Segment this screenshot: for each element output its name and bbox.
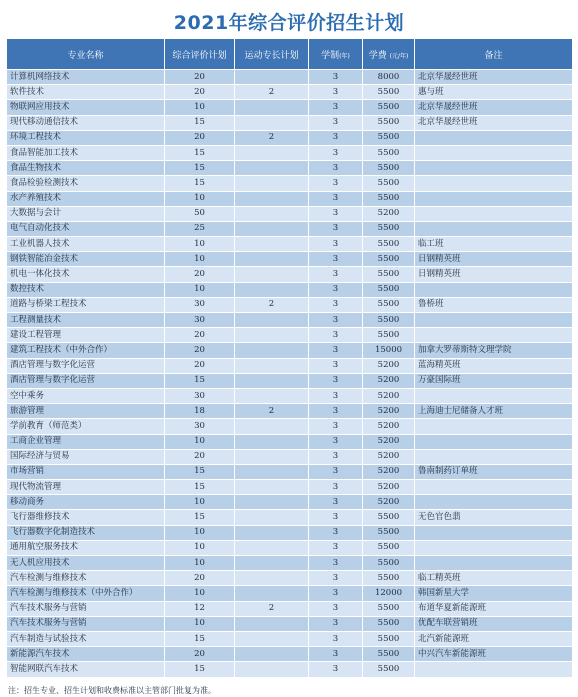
cell-note: [415, 313, 573, 328]
cell-plan: 20: [165, 70, 235, 85]
cell-note: [415, 161, 573, 176]
table-row: [7, 631, 573, 646]
cell-major: 建筑工程技术（中外合作）: [7, 343, 165, 358]
cell-years: 3: [309, 161, 363, 176]
cell-plan: 15: [165, 161, 235, 176]
table-row: [7, 404, 573, 419]
cell-fee: 5200: [363, 449, 415, 464]
cell-note: [415, 206, 573, 221]
table-row: [7, 601, 573, 616]
cell-plan: 15: [165, 464, 235, 479]
table-row: [7, 70, 573, 85]
cell-fee: 5200: [363, 495, 415, 510]
cell-major: 空中乘务: [7, 388, 165, 403]
cell-sports: [235, 495, 309, 510]
cell-major: 无人机应用技术: [7, 556, 165, 571]
cell-note: [415, 449, 573, 464]
cell-note: [415, 191, 573, 206]
cell-major: 大数据与会计: [7, 206, 165, 221]
table-row: [7, 161, 573, 176]
table-row: [7, 191, 573, 206]
cell-note: [415, 434, 573, 449]
cell-sports: 2: [235, 297, 309, 312]
cell-sports: [235, 647, 309, 662]
table-row: [7, 373, 573, 388]
cell-years: 3: [309, 85, 363, 100]
cell-fee: 5500: [363, 100, 415, 115]
cell-major: 新能源汽车技术: [7, 647, 165, 662]
cell-note: [415, 540, 573, 555]
cell-years: 3: [309, 206, 363, 221]
cell-plan: 15: [165, 176, 235, 191]
cell-major: 飞行器维修技术: [7, 510, 165, 525]
table-row: [7, 419, 573, 434]
table-row: [7, 510, 573, 525]
cell-plan: 10: [165, 525, 235, 540]
header-major: 专业名称: [7, 39, 165, 70]
cell-fee: 5200: [363, 434, 415, 449]
cell-sports: [235, 70, 309, 85]
cell-fee: 5500: [363, 221, 415, 236]
table-row: [7, 115, 573, 130]
cell-sports: [235, 343, 309, 358]
table-row: [7, 556, 573, 571]
cell-fee: 5500: [363, 510, 415, 525]
cell-plan: 18: [165, 404, 235, 419]
cell-note: [415, 145, 573, 160]
cell-sports: 2: [235, 404, 309, 419]
cell-major: 学前教育（师范类）: [7, 419, 165, 434]
table-row: [7, 206, 573, 221]
table-header-row: [7, 39, 573, 70]
cell-years: 3: [309, 130, 363, 145]
cell-sports: [235, 480, 309, 495]
cell-note: [415, 525, 573, 540]
cell-major: 现代移动通信技术: [7, 115, 165, 130]
cell-plan: 30: [165, 419, 235, 434]
cell-years: 3: [309, 343, 363, 358]
cell-major: 钢铁智能冶金技术: [7, 252, 165, 267]
cell-major: 建设工程管理: [7, 328, 165, 343]
cell-plan: 20: [165, 647, 235, 662]
cell-years: 3: [309, 145, 363, 160]
cell-fee: 5200: [363, 464, 415, 479]
enrollment-plan-table: [6, 38, 573, 678]
cell-fee: 5500: [363, 556, 415, 571]
cell-fee: 5500: [363, 191, 415, 206]
cell-sports: [235, 419, 309, 434]
cell-fee: 5500: [363, 161, 415, 176]
cell-major: 道路与桥梁工程技术: [7, 297, 165, 312]
cell-major: 食品生物技术: [7, 161, 165, 176]
cell-plan: 20: [165, 358, 235, 373]
cell-plan: 10: [165, 237, 235, 252]
cell-fee: 5500: [363, 282, 415, 297]
cell-plan: 20: [165, 130, 235, 145]
cell-major: 汽车检测与维修技术（中外合作）: [7, 586, 165, 601]
cell-fee: 5500: [363, 145, 415, 160]
cell-plan: 10: [165, 556, 235, 571]
cell-major: 现代物流管理: [7, 480, 165, 495]
cell-note: 韩国新星大学: [415, 586, 573, 601]
cell-plan: 30: [165, 313, 235, 328]
cell-note: [415, 480, 573, 495]
cell-sports: [235, 464, 309, 479]
cell-sports: 2: [235, 130, 309, 145]
table-row: [7, 480, 573, 495]
cell-years: 3: [309, 388, 363, 403]
cell-plan: 15: [165, 373, 235, 388]
cell-major: 汽车检测与维修技术: [7, 571, 165, 586]
cell-sports: [235, 161, 309, 176]
table-row: [7, 221, 573, 236]
cell-years: 3: [309, 556, 363, 571]
cell-major: 汽车制造与试验技术: [7, 631, 165, 646]
table-row: [7, 540, 573, 555]
header-sports: 运动专长计划: [235, 39, 309, 70]
cell-sports: [235, 145, 309, 160]
cell-sports: [235, 540, 309, 555]
cell-plan: 10: [165, 616, 235, 631]
cell-years: 3: [309, 176, 363, 191]
cell-plan: 10: [165, 586, 235, 601]
cell-plan: 30: [165, 297, 235, 312]
cell-note: 日钢精英班: [415, 267, 573, 282]
cell-sports: [235, 328, 309, 343]
cell-fee: 5200: [363, 388, 415, 403]
cell-note: 惠与班: [415, 85, 573, 100]
cell-years: 3: [309, 601, 363, 616]
cell-sports: [235, 100, 309, 115]
footnote: 注：招生专业、招生计划和收费标准以主管部门批复为准。: [8, 686, 216, 695]
cell-years: 3: [309, 616, 363, 631]
table-row: [7, 100, 573, 115]
cell-years: 3: [309, 191, 363, 206]
cell-years: 3: [309, 267, 363, 282]
cell-note: 北汽新能源班: [415, 631, 573, 646]
cell-plan: 15: [165, 480, 235, 495]
cell-fee: 5500: [363, 176, 415, 191]
cell-fee: 5500: [363, 571, 415, 586]
cell-sports: [235, 206, 309, 221]
cell-note: [415, 176, 573, 191]
cell-major: 工业机器人技术: [7, 237, 165, 252]
cell-years: 3: [309, 373, 363, 388]
cell-major: 智能网联汽车技术: [7, 662, 165, 677]
cell-years: 3: [309, 631, 363, 646]
cell-fee: 5500: [363, 647, 415, 662]
cell-fee: 12000: [363, 586, 415, 601]
table-row: [7, 571, 573, 586]
table-row: [7, 358, 573, 373]
cell-fee: 5500: [363, 631, 415, 646]
cell-years: 3: [309, 328, 363, 343]
cell-fee: 5500: [363, 130, 415, 145]
cell-fee: 5500: [363, 115, 415, 130]
cell-plan: 10: [165, 282, 235, 297]
cell-note: 蓝海精英班: [415, 358, 573, 373]
cell-years: 3: [309, 495, 363, 510]
cell-note: 上海迪士尼储备人才班: [415, 404, 573, 419]
cell-sports: [235, 388, 309, 403]
cell-plan: 15: [165, 115, 235, 130]
cell-fee: 5500: [363, 267, 415, 282]
cell-sports: [235, 282, 309, 297]
cell-fee: 5500: [363, 237, 415, 252]
cell-sports: [235, 313, 309, 328]
table-row: [7, 616, 573, 631]
cell-major: 环境工程技术: [7, 130, 165, 145]
table-row: [7, 297, 573, 312]
cell-years: 3: [309, 313, 363, 328]
table-row: [7, 267, 573, 282]
cell-sports: [235, 571, 309, 586]
cell-note: 万豪国际班: [415, 373, 573, 388]
table-body: [7, 70, 573, 678]
header-years: 学制(年): [309, 39, 363, 70]
cell-years: 3: [309, 252, 363, 267]
cell-years: 3: [309, 237, 363, 252]
table-row: [7, 85, 573, 100]
table-row: [7, 662, 573, 677]
cell-years: 3: [309, 221, 363, 236]
cell-note: 布道华夏新能源班: [415, 601, 573, 616]
cell-years: 3: [309, 297, 363, 312]
cell-years: 3: [309, 540, 363, 555]
cell-major: 旅游管理: [7, 404, 165, 419]
cell-note: [415, 419, 573, 434]
cell-plan: 15: [165, 510, 235, 525]
cell-sports: [235, 191, 309, 206]
cell-note: [415, 221, 573, 236]
cell-plan: 20: [165, 85, 235, 100]
cell-major: 工程测量技术: [7, 313, 165, 328]
cell-years: 3: [309, 358, 363, 373]
cell-note: 北京华晟经世班: [415, 100, 573, 115]
cell-major: 计算机网络技术: [7, 70, 165, 85]
cell-sports: [235, 221, 309, 236]
cell-sports: [235, 176, 309, 191]
cell-note: [415, 388, 573, 403]
cell-fee: 8000: [363, 70, 415, 85]
cell-plan: 30: [165, 388, 235, 403]
cell-major: 通用航空服务技术: [7, 540, 165, 555]
header-plan: 综合评价计划: [165, 39, 235, 70]
cell-sports: [235, 631, 309, 646]
table-row: [7, 282, 573, 297]
cell-major: 酒店管理与数字化运营: [7, 373, 165, 388]
cell-fee: 5500: [363, 328, 415, 343]
cell-note: 优配车联营销班: [415, 616, 573, 631]
table-row: [7, 586, 573, 601]
cell-major: 电气自动化技术: [7, 221, 165, 236]
cell-fee: 5500: [363, 601, 415, 616]
cell-note: 中兴汽车新能源班: [415, 647, 573, 662]
cell-plan: 50: [165, 206, 235, 221]
cell-major: 物联网应用技术: [7, 100, 165, 115]
cell-fee: 5200: [363, 404, 415, 419]
table-row: [7, 449, 573, 464]
cell-major: 汽车技术服务与营销: [7, 616, 165, 631]
cell-plan: 15: [165, 631, 235, 646]
cell-sports: [235, 115, 309, 130]
cell-fee: 5500: [363, 525, 415, 540]
header-fee: 学费 (元/年): [363, 39, 415, 70]
cell-major: 市场营销: [7, 464, 165, 479]
table-row: [7, 525, 573, 540]
cell-years: 3: [309, 586, 363, 601]
cell-fee: 5500: [363, 662, 415, 677]
cell-fee: 5500: [363, 297, 415, 312]
cell-sports: [235, 373, 309, 388]
header-note: 备注: [415, 39, 573, 70]
cell-note: 北京华晟经世班: [415, 70, 573, 85]
cell-fee: 5200: [363, 419, 415, 434]
table-row: [7, 343, 573, 358]
table-row: [7, 252, 573, 267]
cell-plan: 25: [165, 221, 235, 236]
cell-note: 日钢精英班: [415, 252, 573, 267]
cell-note: 临工班: [415, 237, 573, 252]
cell-note: 加拿大罗蒂斯特文理学院: [415, 343, 573, 358]
table-row: [7, 464, 573, 479]
cell-sports: [235, 237, 309, 252]
cell-years: 3: [309, 571, 363, 586]
cell-years: 3: [309, 662, 363, 677]
cell-sports: [235, 616, 309, 631]
cell-sports: [235, 586, 309, 601]
cell-sports: [235, 252, 309, 267]
cell-plan: 20: [165, 449, 235, 464]
cell-years: 3: [309, 510, 363, 525]
cell-sports: 2: [235, 601, 309, 616]
cell-sports: [235, 449, 309, 464]
cell-plan: 15: [165, 145, 235, 160]
cell-years: 3: [309, 100, 363, 115]
table-row: [7, 495, 573, 510]
cell-note: [415, 328, 573, 343]
cell-plan: 10: [165, 191, 235, 206]
cell-note: [415, 495, 573, 510]
cell-fee: 5500: [363, 616, 415, 631]
cell-fee: 5200: [363, 358, 415, 373]
cell-note: [415, 282, 573, 297]
cell-years: 3: [309, 282, 363, 297]
cell-plan: 12: [165, 601, 235, 616]
table-row: [7, 176, 573, 191]
cell-sports: [235, 525, 309, 540]
cell-sports: [235, 510, 309, 525]
cell-fee: 5200: [363, 480, 415, 495]
table-row: [7, 434, 573, 449]
cell-sports: [235, 434, 309, 449]
cell-fee: 5200: [363, 373, 415, 388]
cell-major: 数控技术: [7, 282, 165, 297]
cell-major: 国际经济与贸易: [7, 449, 165, 464]
cell-years: 3: [309, 115, 363, 130]
cell-major: 酒店管理与数字化运营: [7, 358, 165, 373]
cell-years: 3: [309, 419, 363, 434]
cell-plan: 10: [165, 434, 235, 449]
cell-note: [415, 130, 573, 145]
cell-plan: 15: [165, 662, 235, 677]
cell-fee: 5500: [363, 540, 415, 555]
cell-sports: [235, 662, 309, 677]
cell-fee: 5500: [363, 252, 415, 267]
cell-plan: 10: [165, 540, 235, 555]
table-row: [7, 313, 573, 328]
table-row: [7, 145, 573, 160]
cell-note: 北京华晟经世班: [415, 115, 573, 130]
cell-note: [415, 556, 573, 571]
cell-fee: 5500: [363, 313, 415, 328]
table-row: [7, 130, 573, 145]
cell-sports: [235, 358, 309, 373]
cell-sports: 2: [235, 85, 309, 100]
cell-sports: [235, 556, 309, 571]
cell-note: [415, 662, 573, 677]
cell-major: 水产养殖技术: [7, 191, 165, 206]
cell-plan: 20: [165, 267, 235, 282]
cell-major: 食品检验检测技术: [7, 176, 165, 191]
cell-major: 工商企业管理: [7, 434, 165, 449]
table-row: [7, 328, 573, 343]
cell-sports: [235, 267, 309, 282]
cell-plan: 10: [165, 495, 235, 510]
cell-years: 3: [309, 525, 363, 540]
table-row: [7, 388, 573, 403]
table-row: [7, 647, 573, 662]
cell-years: 3: [309, 480, 363, 495]
cell-years: 3: [309, 647, 363, 662]
cell-major: 飞行器数字化制造技术: [7, 525, 165, 540]
cell-years: 3: [309, 464, 363, 479]
cell-major: 食品智能加工技术: [7, 145, 165, 160]
cell-plan: 10: [165, 100, 235, 115]
cell-fee: 5500: [363, 85, 415, 100]
cell-major: 机电一体化技术: [7, 267, 165, 282]
table-row: [7, 237, 573, 252]
cell-fee: 15000: [363, 343, 415, 358]
page-title: 2021年综合评价招生计划: [173, 12, 405, 34]
cell-plan: 20: [165, 328, 235, 343]
cell-years: 3: [309, 70, 363, 85]
cell-years: 3: [309, 404, 363, 419]
cell-plan: 20: [165, 571, 235, 586]
cell-note: 无色官色翡: [415, 510, 573, 525]
cell-plan: 10: [165, 252, 235, 267]
cell-major: 移动商务: [7, 495, 165, 510]
cell-years: 3: [309, 434, 363, 449]
cell-plan: 20: [165, 343, 235, 358]
cell-fee: 5200: [363, 206, 415, 221]
cell-major: 软件技术: [7, 85, 165, 100]
cell-note: 鲁南制药订单班: [415, 464, 573, 479]
cell-note: 鲁桥班: [415, 297, 573, 312]
cell-years: 3: [309, 449, 363, 464]
cell-note: 临工精英班: [415, 571, 573, 586]
cell-major: 汽车技术服务与营销: [7, 601, 165, 616]
